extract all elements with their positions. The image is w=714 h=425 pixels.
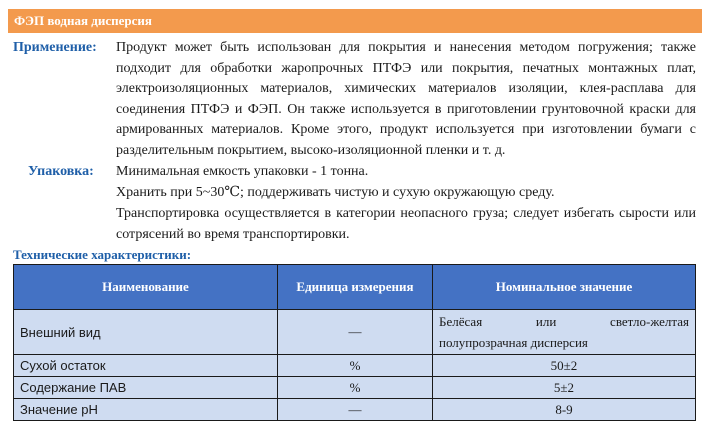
table-row [14, 310, 696, 355]
application-line: соединения ПТФЭ и ФЭП. Он также используется в приготовлении грунтовочной краски для [116, 101, 696, 117]
cell-name: Сухой остаток [14, 355, 278, 377]
packaging-line: Транспортировка осуществляется в категории неопасного груза; следует избегать сырости или [116, 206, 696, 221]
specs-table [13, 264, 696, 421]
application-text [116, 38, 696, 161]
table-row [14, 377, 696, 399]
table-header-row [14, 265, 696, 310]
cell-unit: — [278, 399, 433, 421]
column-header-value: Номинальное значение [433, 265, 696, 310]
application-line: электроизоляционных материалов, химических материалов изоляции, клея-расплава для [116, 81, 696, 96]
specs-title: Технические характеристики: [13, 247, 192, 262]
cell-unit: % [278, 355, 433, 377]
table-row [14, 355, 696, 377]
section-header: ФЭП водная дисперсия [8, 9, 702, 33]
application-line: Продукт может быть использован для покрытия и нанесения методом погружения; также [116, 40, 696, 55]
packaging-label: Упаковка: [28, 164, 94, 179]
column-header-name: Наименование [14, 265, 278, 310]
application-line: разделительным покрытием, высоко-изоляционной пленки и т. д. [116, 142, 506, 158]
cell-value: 8-9 [433, 399, 696, 421]
cell-value-line: полупрозрачная дисперсия [439, 335, 588, 350]
packaging-text [116, 161, 696, 245]
cell-name: Значение pH [14, 399, 278, 421]
cell-value [433, 310, 696, 355]
cell-value-line: Белёсая или светло-желтая [439, 314, 689, 329]
cell-value: 50±2 [433, 355, 696, 377]
cell-name: Содержание ПАВ [14, 377, 278, 399]
application-label: Применение: [13, 40, 97, 55]
cell-unit: — [278, 310, 433, 355]
packaging-line: Минимальная емкость упаковки - 1 тонна. [116, 164, 369, 179]
table-row [14, 399, 696, 421]
application-line: армированных материалов. Кроме этого, продукт используется при изготовлении бумаги с [116, 122, 696, 137]
cell-value: 5±2 [433, 377, 696, 399]
application-line: подходит для обработки жаропрочных ПТФЭ или покрытия, печатных монтажных плат, [116, 60, 696, 76]
cell-unit: % [278, 377, 433, 399]
column-header-unit: Единица измерения [278, 265, 433, 310]
cell-name: Внешний вид [14, 310, 278, 355]
packaging-line: сотрясений во время транспортировки. [116, 227, 350, 242]
packaging-line: Хранить при 5~30℃; поддерживать чистую и сухую окружающую среду. [116, 185, 555, 200]
